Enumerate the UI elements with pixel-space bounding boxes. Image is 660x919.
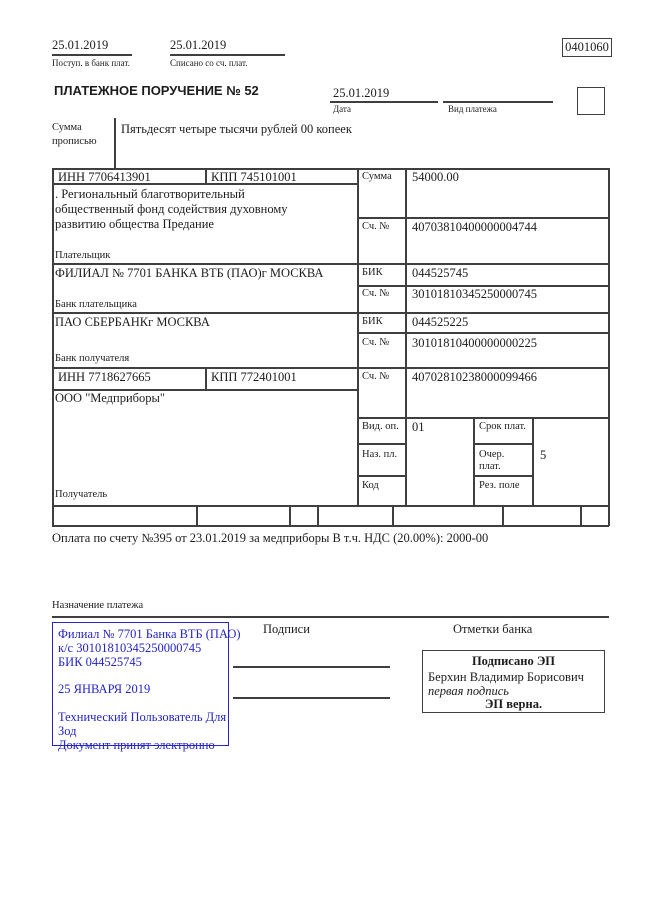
payee-bank-name: ПАО СБЕРБАНКг МОСКВА [55, 315, 210, 329]
form-code-box [562, 38, 612, 57]
form-code-value: 0401060 [565, 40, 609, 54]
purpose-label: Назначение платежа [52, 600, 144, 611]
signatures-label: Подписи [263, 622, 310, 636]
op-kind-value: 01 [412, 420, 425, 434]
stamp-line: Филиал № 7701 Банка ВТБ (ПАО) [58, 627, 241, 641]
debited-date-value: 25.01.2019 [170, 38, 227, 52]
payment-kind-underline [443, 101, 553, 103]
purpose-code-label: Наз. пл. [362, 449, 398, 460]
purpose-text: Оплата по счету №395 от 23.01.2019 за медприборы В т.ч. НДС (20.00%): 2000-00 [52, 531, 489, 545]
table-line [52, 168, 54, 526]
reserve-label: Рез. поле [479, 480, 520, 491]
table-line [52, 263, 609, 265]
payee-bank-bik-label: БИК [362, 316, 383, 327]
payee-bank-bik: 044525225 [412, 315, 469, 329]
debited-date-label: Списано со сч. плат. [170, 58, 248, 68]
payee-bank-account-label: Сч. № [362, 337, 390, 348]
table-line [357, 417, 609, 419]
signature-line [233, 697, 390, 699]
payer-bank-bik: 044525745 [412, 266, 469, 280]
esign-name: Берхин Владимир Борисович [428, 670, 584, 684]
table-line [52, 312, 609, 314]
esign-title: Подписано ЭП [471, 654, 556, 668]
table-line [52, 525, 609, 527]
order-label: Очер. плат. [479, 449, 505, 473]
tax-strip-divider [580, 505, 582, 526]
table-line [357, 475, 406, 477]
table-line [357, 443, 406, 445]
payer-name-line: . Региональный благотворительный [55, 187, 245, 201]
tax-strip-divider [317, 505, 319, 526]
amount-words-label-line2: прописью [52, 136, 97, 147]
doc-date-label: Дата [333, 104, 351, 114]
payer-bank-bik-label: БИК [362, 267, 383, 278]
payer-account: 40703810400000004744 [412, 220, 537, 234]
payer-kpp: КПП 745101001 [211, 170, 297, 184]
payee-name: ООО "Медприборы" [55, 391, 165, 405]
doc-date-value: 25.01.2019 [333, 86, 390, 100]
tax-strip-divider [196, 505, 198, 526]
stamp-line: к/с 30101810345250000745 [58, 641, 202, 655]
stamp-line: Технический Пользователь Для [58, 710, 227, 724]
payment-kind-label: Вид платежа [448, 104, 497, 114]
sum-cell-value: 54000.00 [412, 170, 459, 184]
payer-bank-account: 30101810345250000745 [412, 287, 537, 301]
tax-strip-divider [502, 505, 504, 526]
stamp-line: Зод [58, 724, 77, 738]
table-line [608, 168, 610, 526]
payee-bank-account: 30101810400000000225 [412, 336, 537, 350]
signature-line [233, 666, 390, 668]
table-line [357, 168, 359, 506]
payer-bank-account-label: Сч. № [362, 288, 390, 299]
payee-bank-label: Банк получателя [55, 353, 130, 364]
received-date-label: Поступ. в банк плат. [52, 58, 130, 68]
table-line [205, 367, 207, 390]
amount-words-divider [114, 118, 116, 168]
bank-stamp-box [52, 622, 241, 752]
tax-strip-divider [392, 505, 394, 526]
payee-kpp: КПП 772401001 [211, 370, 297, 384]
table-line [473, 443, 533, 445]
op-kind-label: Вид. оп. [362, 421, 399, 432]
table-line [205, 168, 207, 184]
debited-date-underline [170, 54, 285, 56]
stamp-line: БИК 044525745 [58, 655, 142, 669]
payee-account-label: Сч. № [362, 371, 390, 382]
stamp-line: Документ принят электронно [58, 738, 215, 752]
table-line [357, 217, 609, 219]
term-label: Срок плат. [479, 421, 526, 432]
table-line [52, 367, 609, 369]
payer-name-line: общественный фонд содействия духовному [55, 202, 288, 216]
payee-inn: ИНН 7718627665 [58, 370, 151, 384]
table-line [532, 417, 534, 506]
esign-kind: первая подпись [428, 684, 509, 698]
payer-account-label: Сч. № [362, 221, 390, 232]
payer-inn: ИНН 7706413901 [58, 170, 151, 184]
received-date-value: 25.01.2019 [52, 38, 109, 52]
payer-bank-name: ФИЛИАЛ № 7701 БАНКА ВТБ (ПАО)г МОСКВА [55, 266, 324, 280]
code-label: Код [362, 480, 379, 491]
payee-account: 40702810238000099466 [412, 370, 537, 384]
table-line [473, 475, 533, 477]
tax-strip-divider [289, 505, 291, 526]
doc-date-underline [330, 101, 438, 103]
payer-label: Плательщик [55, 250, 111, 261]
table-line [357, 332, 609, 334]
stamp-line: 25 ЯНВАРЯ 2019 [58, 682, 151, 696]
document-title: ПЛАТЕЖНОЕ ПОРУЧЕНИЕ № 52 [54, 83, 259, 98]
purpose-separator [52, 616, 609, 618]
sum-cell-label: Сумма [362, 171, 392, 182]
payee-label: Получатель [55, 489, 108, 500]
received-date-underline [52, 54, 132, 56]
table-line [52, 505, 609, 507]
amount-words-label-line1: Сумма [52, 122, 82, 133]
table-line [405, 168, 407, 506]
esign-box [422, 650, 605, 713]
table-line [473, 417, 475, 506]
bank-marks-label: Отметки банка [453, 622, 533, 636]
esign-verified: ЭП верна. [484, 697, 543, 711]
payer-bank-label: Банк плательщика [55, 299, 137, 310]
amount-in-words: Пятьдесят четыре тысячи рублей 00 копеек [121, 122, 352, 136]
status-box [577, 87, 605, 115]
order-value: 5 [540, 448, 547, 462]
payer-name-line: развитию общества Предание [55, 217, 214, 231]
